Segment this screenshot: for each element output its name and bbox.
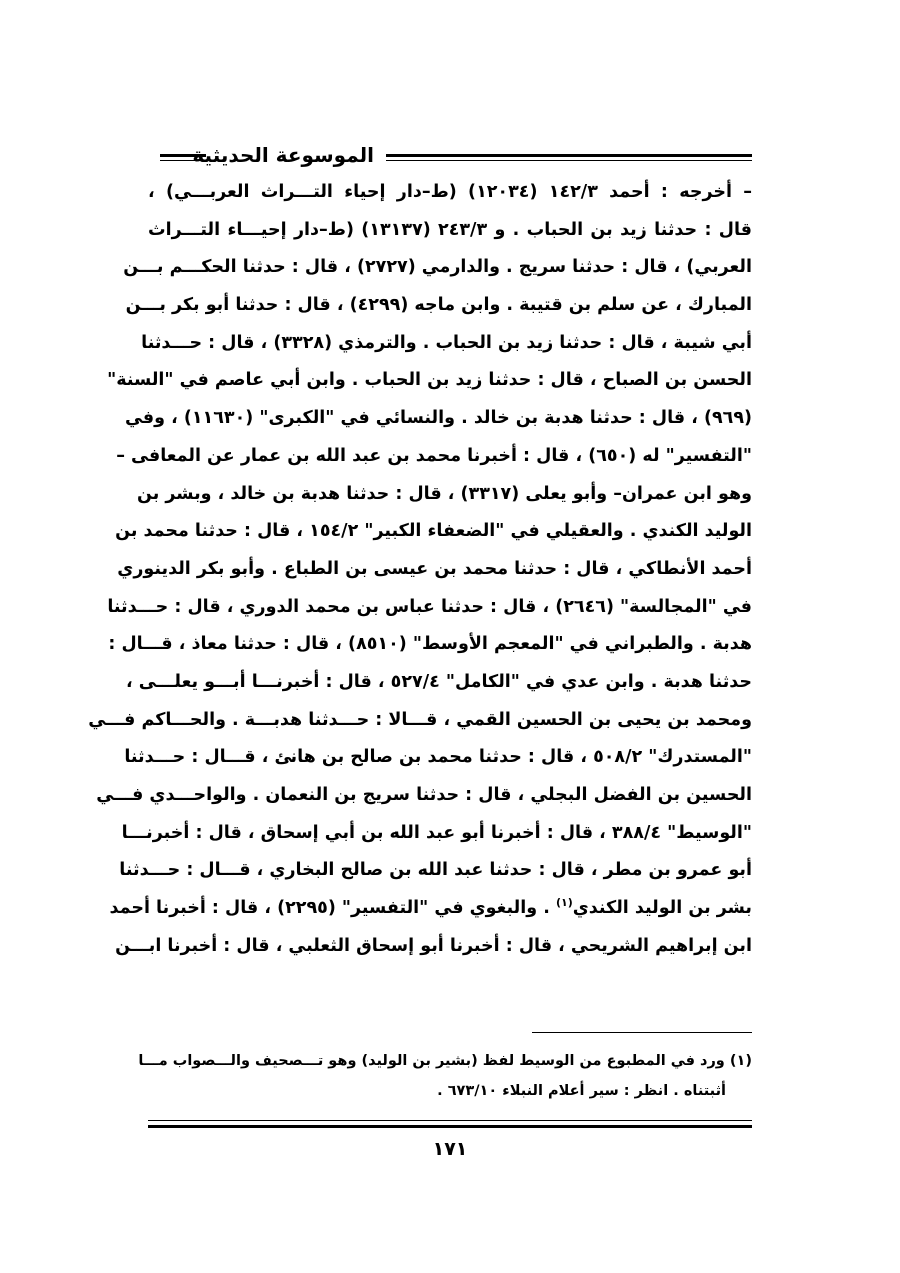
text-line: حدثنا هدبة . وابن عدي في "الكامل" ٥٢٧/٤ ، قال : أخبرنـــا أبـــو يعلـــى ،	[126, 671, 752, 692]
text-line: ابن إبراهيم الشريحي ، قال : أخبرنا أبو إسحاق الثعلبي ، قال : أخبرنا ابـــن	[115, 935, 752, 956]
line-text-before-note: بشر بن الوليد الكندي	[572, 898, 752, 919]
text-line: قال : حدثنا زيد بن الحباب . و ٢٤٣/٣ (١٣١٣٧) (ط–دار إحيـــاء التـــراث	[148, 219, 752, 240]
text-line: "المستدرك" ٥٠٨/٢ ، قال : حدثنا محمد بن صالح بن هانئ ، قـــال : حـــدثنا	[124, 747, 752, 768]
header-rule-right	[386, 154, 752, 161]
text-line: الحسن بن الصباح ، قال : حدثنا زيد بن الحباب . وابن أبي عاصم في "السنة"	[107, 370, 752, 391]
text-line: هدبة . والطبراني في "المعجم الأوسط" (٨٥١٠) ، قال : حدثنا معاذ ، قـــال :	[108, 634, 752, 655]
text-line: المبارك ، عن سلم بن قتيبة . وابن ماجه (٤٢٩٩) ، قال : حدثنا أبو بكر بـــن	[125, 295, 752, 316]
text-line-with-note	[109, 890, 752, 928]
page-header	[148, 140, 752, 170]
bottom-rule	[148, 1120, 752, 1128]
text-line: أبي شيبة ، قال : حدثنا زيد بن الحباب . والترمذي (٣٣٢٨) ، قال : حـــدثنا	[141, 332, 752, 353]
page-number: ١٧١	[432, 1138, 468, 1160]
footnote-separator	[532, 1032, 752, 1033]
text-line: (٩٦٩) ، قال : حدثنا هدبة بن خالد . والنسائي في "الكبرى" (١١٦٣٠) ، وفي	[124, 408, 752, 429]
text-line: الحسين بن الفضل البجلي ، قال : حدثنا سريج بن النعمان . والواحـــدي فـــي	[96, 785, 752, 805]
footnote-reference[interactable]: (١)	[555, 896, 573, 910]
main-text	[88, 174, 752, 965]
header-rule-left	[160, 154, 206, 161]
line-text-after-note: . والبغوي في "التفسير" (٢٢٩٥) ، قال : أخبرنا أحمد	[109, 898, 556, 919]
footnote-line: أثبتناه . انظر : سير أعلام النبلاء ٦٧٣/١٠ .	[437, 1083, 726, 1099]
text-line: "التفسير" له (٦٥٠) ، قال : أخبرنا محمد بن عبد الله بن عمار عن المعافى –	[116, 445, 752, 466]
text-line: في "المجالسة" (٢٦٤٦) ، قال : حدثنا عباس بن محمد الدوري ، قال : حـــدثنا	[107, 596, 752, 617]
text-line: "الوسيط" ٣٨٨/٤ ، قال : أخبرنا أبو عبد الله بن أبي إسحاق ، قال : أخبرنـــا	[121, 822, 752, 843]
footnote-line: (١) ورد في المطبوع من الوسيط لفظ (بشير بن الوليد) وهو تـــصحيف والـــصواب مـــا	[138, 1053, 752, 1069]
text-line: الوليد الكندي . والعقيلي في "الضعفاء الكبير" ١٥٤/٢ ، قال : حدثنا محمد بن	[115, 521, 752, 542]
running-title: الموسوعة الحديثية	[192, 143, 374, 167]
text-line: ومحمد بن يحيى بن الحسين القمي ، قـــالا : حـــدثنا هدبـــة . والحـــاكم فـــي	[88, 709, 752, 730]
text-line: وهو ابن عمران– وأبو يعلى (٣٣١٧) ، قال : حدثنا هدبة بن خالد ، وبشر بن	[137, 483, 752, 504]
footnotes	[138, 1046, 752, 1106]
text-line: – أخرجه : أحمد ١٤٢/٣ (١٢٠٣٤) (ط–دار إحياء التـــراث العربـــي) ،	[148, 182, 752, 202]
text-line: العربي) ، قال : حدثنا سريج . والدارمي (٢٧٢٧) ، قال : حدثنا الحكـــم بـــن	[123, 257, 752, 278]
text-line: أحمد الأنطاكي ، قال : حدثنا محمد بن عيسى بن الطباع . وأبو بكر الدينوري	[117, 558, 752, 579]
text-line: أبو عمرو بن مطر ، قال : حدثنا عبد الله بن صالح البخاري ، قـــال : حـــدثنا	[119, 860, 752, 881]
